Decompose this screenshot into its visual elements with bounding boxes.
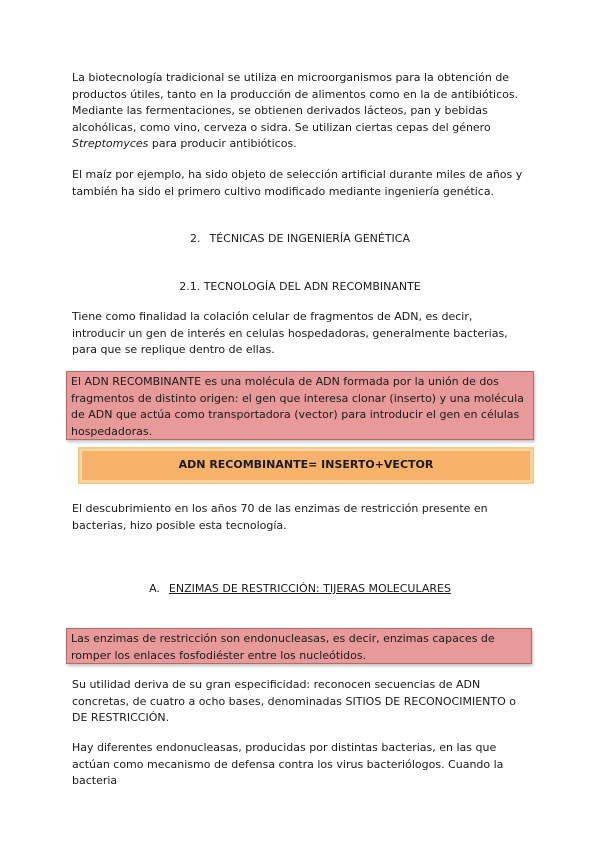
heading-number: 2. xyxy=(189,232,201,245)
heading-text: TÉCNICAS DE INGENIERÍA GENÉTICA xyxy=(209,232,411,245)
paragraph-text: La biotecnología tradicional se utiliza en microorganismos para la obtención de productos útiles, tanto en la producción de alimentos como en la de antibióticos. Mediante las fermentaciones, se obtienen derivados lácteos, pan y bebidas alcohólicas, como vino, cerveza o sidra. Se utilizan ciertas cepas del género xyxy=(72,71,519,134)
formula-box xyxy=(80,449,532,482)
paragraph-text-end: para producir antibióticos. xyxy=(151,137,297,150)
paragraph-recombinant-purpose: Tiene como finalidad la colación celular de fragmentos de ADN, es decir, introducir un gen de interés en celulas hospedadoras, generalmente bacterias, para que se replique dentro de ellas. xyxy=(72,310,508,356)
section-heading-2 xyxy=(72,231,528,248)
definition-text: El ADN RECOMBINANTE es una molécula de ADN formada por la unión de dos fragmentos de distinto origen: el gen que interesa clonar (inserto) y una molécula de ADN que actúa como transportadora (vector) para introducir el gen en células hospedadoras. xyxy=(71,375,524,438)
paragraph-traditional-biotech xyxy=(72,70,528,153)
heading-letter: A. xyxy=(149,582,160,595)
paragraph-maize: El maíz por ejemplo, ha sido objeto de selección artificial durante miles de años y también ha sido el primero cultivo modificado mediante ingeniería genética. xyxy=(72,168,523,198)
formula-text: ADN RECOMBINANTE= INSERTO+VECTOR xyxy=(178,458,434,472)
definition-text: Las enzimas de restricción son endonucleasas, es decir, enzimas capaces de romper los enlaces fosfodiéster entre los nucleótidos. xyxy=(71,632,495,662)
definition-box-restriction-enzymes xyxy=(66,628,532,664)
subsection-heading-2-1: 2.1. TECNOLOGÍA DEL ADN RECOMBINANTE xyxy=(179,280,421,293)
species-name: Streptomyces xyxy=(72,137,149,150)
section-heading-a xyxy=(72,581,528,598)
paragraph-endonucleases: Hay diferentes endonucleasas, producidas por distintas bacterias, en las que actúan como mecanismo de defensa contra los virus bacteriólogos. Cuando la bacteria xyxy=(72,741,504,787)
paragraph-specificity: Su utilidad deriva de su gran especificidad: reconocen secuencias de ADN concretas, de cuatro a ocho bases, denominadas SITIOS DE RECONOCIMIENTO o DE RESTRICCIÓN. xyxy=(72,678,517,724)
paragraph-discovery: El descubrimiento en los años 70 de las enzimas de restricción presente en bacterias, hizo posible esta tecnología. xyxy=(72,502,488,532)
definition-box-recombinant-dna xyxy=(66,371,534,440)
heading-text: ENZIMAS DE RESTRICCIÓN: TIJERAS MOLECULARES xyxy=(168,582,451,595)
